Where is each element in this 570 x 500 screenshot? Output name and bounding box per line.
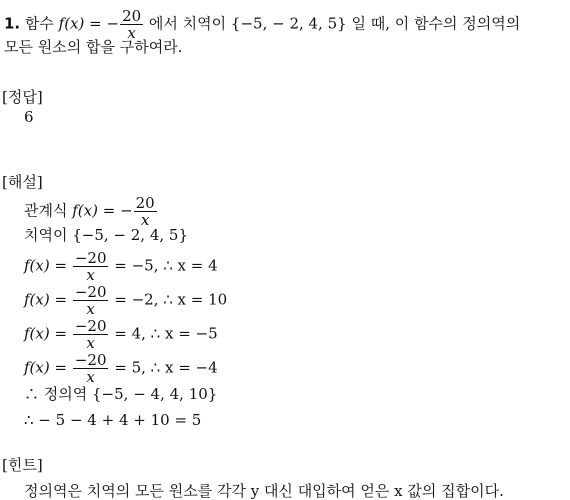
fraction-numerator: 20 — [122, 7, 142, 25]
step-rhs: = 5, ∴ x = −4 — [109, 358, 218, 377]
solution-range-line: 치역이 {−5, − 2, 4, 5} — [24, 226, 189, 244]
function-fraction — [120, 8, 143, 41]
step-denominator: x — [73, 266, 109, 283]
problem-line-1 — [4, 8, 520, 41]
solution-step — [24, 318, 218, 351]
step-denominator: x — [73, 300, 109, 317]
step-fraction — [73, 250, 109, 283]
step-rhs: = −5, ∴ x = 4 — [109, 256, 218, 275]
step-lhs: f(x) = — [24, 290, 72, 309]
hint-header: [힌트] — [2, 456, 43, 474]
answer-value: 6 — [24, 108, 34, 126]
step-numerator: −20 — [74, 249, 107, 267]
step-fraction — [73, 352, 109, 385]
step-lhs: f(x) = — [24, 358, 72, 377]
step-denominator: x — [73, 368, 109, 385]
relation-lhs: f(x) = − — [72, 201, 133, 220]
fraction-denominator: x — [120, 24, 143, 41]
problem-suffix: 에서 치역이 {−5, − 2, 4, 5} 일 때, 이 함수의 정의역의 — [144, 14, 521, 33]
relation-numerator: 20 — [135, 194, 155, 212]
solution-sum-line: ∴ − 5 − 4 + 4 + 10 = 5 — [24, 411, 202, 429]
relation-prefix: 관계식 — [24, 201, 73, 220]
problem-prefix: 함수 — [24, 14, 59, 33]
hint-text: 정의역은 치역의 모든 원소를 각각 y 대신 대입하여 얻은 x 값의 집합이다. — [24, 482, 504, 500]
step-numerator: −20 — [74, 351, 107, 369]
problem-line-2: 모든 원소의 합을 구하여라. — [4, 38, 183, 56]
step-numerator: −20 — [74, 317, 107, 335]
step-lhs: f(x) = — [24, 324, 72, 343]
solution-step — [24, 284, 227, 317]
solution-step — [24, 250, 218, 283]
step-lhs: f(x) = — [24, 256, 72, 275]
problem-number: 1. — [4, 14, 21, 33]
step-denominator: x — [73, 334, 109, 351]
relation-denominator: x — [134, 211, 157, 228]
relation-fraction — [134, 195, 157, 228]
step-fraction — [73, 318, 109, 351]
step-rhs: = −2, ∴ x = 10 — [109, 290, 228, 309]
step-numerator: −20 — [74, 283, 107, 301]
solution-header: [해설] — [2, 173, 43, 191]
solution-domain-line: ∴ 정의역 {−5, − 4, 4, 10} — [24, 385, 218, 403]
solution-relation — [24, 195, 158, 228]
step-rhs: = 4, ∴ x = −5 — [109, 324, 218, 343]
answer-header: [정답] — [2, 88, 43, 106]
function-lhs: f(x) = − — [58, 14, 120, 33]
step-fraction — [73, 284, 109, 317]
solution-step — [24, 352, 218, 385]
